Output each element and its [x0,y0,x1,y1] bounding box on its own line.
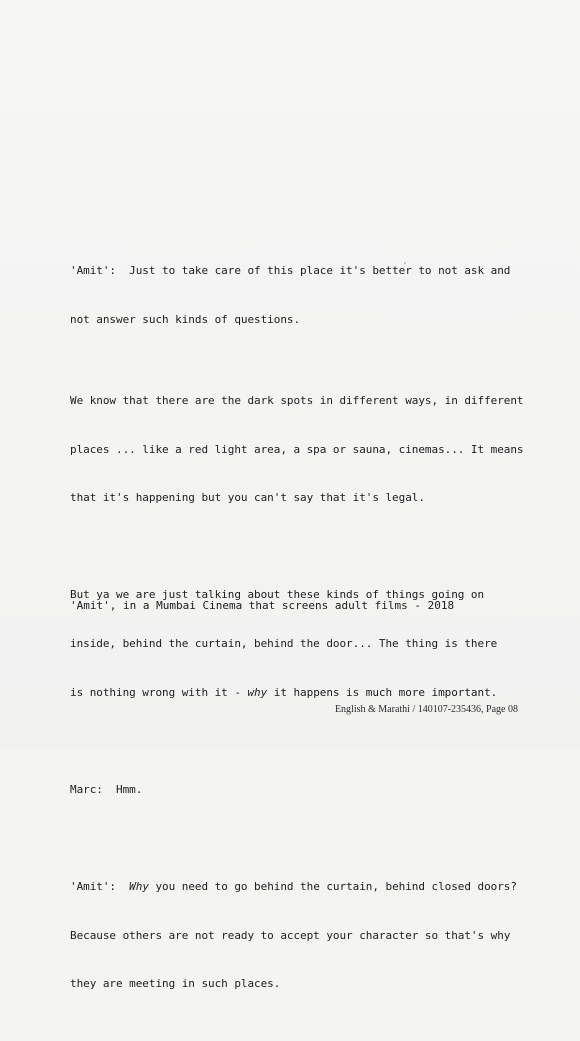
dialogue-text: you need to go behind the curtain, behind closed doors? [148,880,517,894]
dialogue-transcript [70,231,540,1041]
text-line: We know that there are the dark spots in different ways, in different [70,394,524,408]
text-line: But ya we are just talking about these kinds of things going on [70,588,485,602]
dialogue-text: is nothing wrong with it - [70,685,248,699]
paragraph-marc [70,749,540,830]
dialogue-text: it happens is much more important. [267,685,498,699]
paragraph-amit-2 [70,361,540,539]
text-line: Because others are not ready to accept your character so that's why [70,928,511,942]
text-line [70,685,540,701]
text-line: places ... like a red light area, a spa or sauna, cinemas... It means [70,442,524,456]
text-line: that it's happening but you can't say that it's legal. [70,491,425,505]
text-line: they are meeting in such places. [70,977,281,991]
photo-caption: 'Amit', in a Mumbai Cinema that screens adult films - 2018 [70,599,455,612]
dialogue-text [116,880,129,893]
dialogue-text: Hmm. [102,782,143,796]
speaker-label: 'Amit': [70,264,117,278]
emphasis-text: why [247,685,268,699]
page-footer: English & Marathi / 140107-235436, Page 08 [334,704,518,715]
text-line [70,263,540,279]
emphasis-text: Why [129,880,149,894]
text-line: not answer such kinds of questions. [70,313,301,327]
paragraph-amit-1 [70,231,540,361]
text-line [70,879,540,895]
paragraph-amit-4 [70,847,540,1025]
dialogue-text: Just to take care of this place it's better to not ask and [116,264,511,278]
text-line [70,782,540,798]
speaker-label: Marc: [70,782,103,796]
text-line: inside, behind the curtain, behind the door... The thing is there [70,637,498,651]
speaker-label: 'Amit': [70,880,117,894]
